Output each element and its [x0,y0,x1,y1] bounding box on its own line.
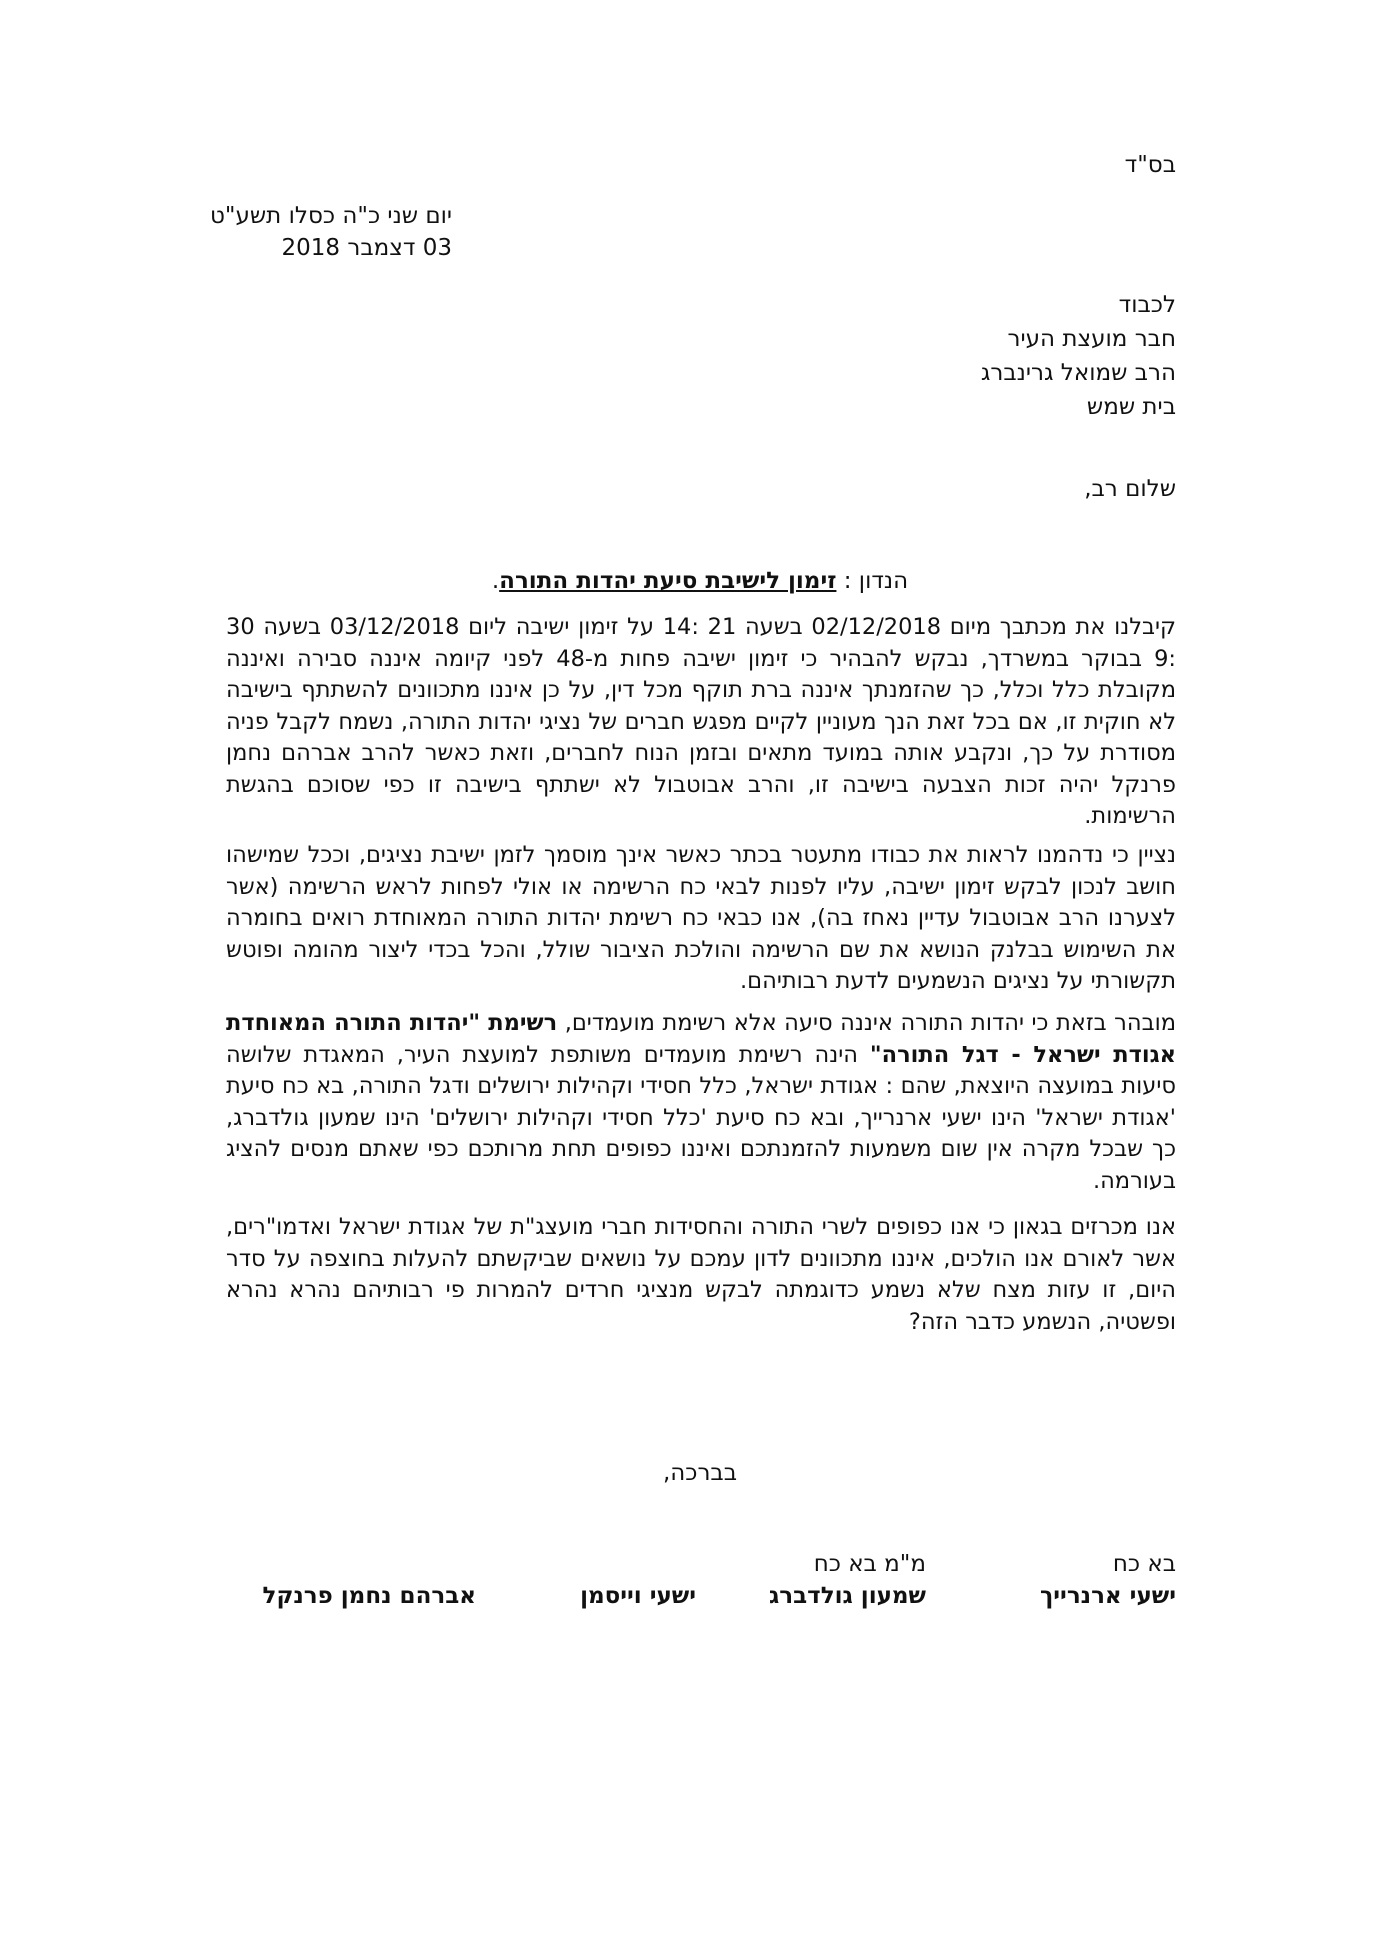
recipient-line-2: חבר מועצת העיר [1007,326,1176,352]
body-paragraph-3 [226,1008,1176,1197]
recipient-line-1: לכבוד [1118,292,1176,318]
body-paragraph-4: אנו מכרזים בגאון כי אנו כפופים לשרי התורה והחסידות חברי מועצג"ת של אגודת ישראל ואדמו"רים, אשר לאורם אנו הולכים, איננו מתכוונים לדון עמכם על נושאים שביקשתם להעלות בחוצפה על סדר היום, זו עזות מצח שלא נשמע כדוגמתה לבקש מנציגי חרדים להמרות פי רבותיהם נהרא נהרא ופשטיה, הנשמע כדבר הזה? [226,1214,1176,1335]
body-p3-part-a: מובהר בזאת כי יהדות התורה איננה סיעה אלא רשימת מועמדים, [557,1010,1177,1036]
body-paragraph-1: קיבלנו את מכתבך מיום 02/12/2018 בשעה 21 :14 על זימון ישיבה ליום 03/12/2018 בשעה 30 :9 בבוקר במשרדך, נבקש להבהיר כי זימון ישיבה פחות מ-48 לפני קיומה איננה סבירה ואיננה מקובלת כלל וכלל, כך שהזמנתך איננה ברת תוקף מכל דין, על כן איננו מתכוונים להשתתף בישיבה לא חוקית זו, אם בכל זאת הנך מעוניין לקיים מפגש חברים של נציגי יהדות התורה, נשמח לקבל פניה מסודרת על כך, ונקבע אותה במועד מתאים ובזמן הנוח לחברים, וזאת כאשר להרב אברהם נחמן פרנקל יהיה זכות הצבעה בישיבה זו, והרב אבוטבול לא ישתתף בישיבה זו כפי שסוכם בהגשת הרשימות. [226,614,1176,829]
recipient-address [981,288,1176,424]
closing: בברכה, [662,1460,738,1486]
body-p3-part-c: הינה רשימת מועמדים משותפת למועצת העיר, המאגדת שלושה סיעות במועצה היוצאת, שהם : אגודת ישראל, כלל חסידי וקהילות ירושלים ודגל התורה, בא כח סיעת 'אגודת ישראל' הינו ישעי ארנרייך, ובא כח סיעת 'כלל חסידי וקהילות ירושלים' הינו שמעון גולדברג, כך שבכל מקרה אין שום משמעות להזמנתכם ואיננו כפופים תחת מרותכם כפי שאתם מנסים להציג בעורמה. [226,1041,1176,1194]
signature-title: בא כח [1112,1551,1176,1577]
gregorian-date: 03 דצמבר 2018 [281,235,453,261]
recipient-line-3: הרב שמואל גרינברג [980,360,1176,386]
signature-block [769,1548,926,1612]
signature-name: שמעון גולדברג [769,1583,926,1609]
body-p3-list-name: רשימת "יהדות התורה המאוחדת אגודת ישראל - דגל התורה" [226,1010,1176,1068]
signature-title [580,1548,696,1580]
signature-name: ישעי וייסמן [580,1583,696,1609]
subject-text: זימון לישיבת סיעת יהדות התורה [499,568,837,594]
signature-block [1040,1548,1176,1612]
signature-title [263,1548,476,1580]
signature-title: מ"מ בא כח [813,1551,926,1577]
bsd-header: בס"ד [1124,152,1176,178]
date-block [210,200,452,264]
greeting: שלום רב, [1084,476,1176,502]
signature-row [226,1548,1176,1628]
signature-block [580,1548,696,1612]
subject-label: הנדון : [843,568,909,594]
body-paragraph-2: נציין כי נדהמנו לראות את כבודו מתעטר בכתר כאשר אינך מוסמך לזמן ישיבת נציגים, וככל שמישהו חושב לנכון לבקש זימון ישיבה, עליו לפנות לבאי כח הרשימה או אולי לפחות לראש הרשימה (אשר לצערנו הרב אבוטבול עדיין נאחז בה), אנו כבאי כח רשימת יהדות התורה המאוחדת רואים בחומרה את השימוש בבלנק הנושא את שם הרשימה והולכת הציבור שולל, והכל בכדי ליצור מהומה ופוטש תקשורתי על נציגים הנשמעים לדעת רבותיהם. [226,842,1176,994]
recipient-line-4: בית שמש [1086,394,1176,420]
signature-block [263,1548,476,1612]
hebrew-date: יום שני כ"ה כסלו תשע"ט [210,203,453,229]
signature-name: ישעי ארנרייך [1039,1583,1176,1609]
subject-line [0,566,1400,596]
subject-period: . [491,568,500,594]
signature-name: אברהם נחמן פרנקל [262,1583,476,1609]
